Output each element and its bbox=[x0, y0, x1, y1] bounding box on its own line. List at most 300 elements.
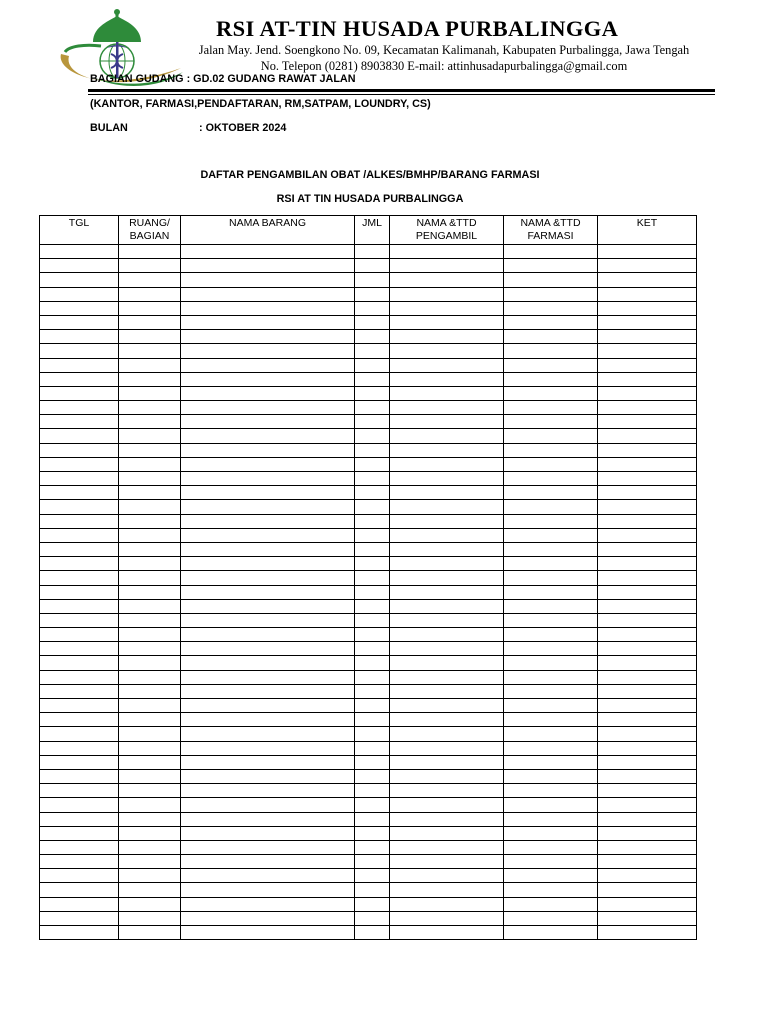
hospital-address: Jalan May. Jend. Soengkono No. 09, Kecamatan Kalimanah, Kabupaten Purbalingga, Jawa Tengah bbox=[198, 43, 690, 57]
table-cell bbox=[598, 472, 697, 486]
table-cell bbox=[504, 514, 598, 528]
table-cell bbox=[390, 784, 504, 798]
table-cell bbox=[40, 911, 119, 925]
table-cell bbox=[40, 926, 119, 940]
table-cell bbox=[390, 415, 504, 429]
table-cell bbox=[355, 670, 390, 684]
table-row bbox=[40, 571, 697, 585]
table-cell bbox=[181, 812, 355, 826]
table-cell bbox=[181, 315, 355, 329]
table-cell bbox=[355, 401, 390, 415]
table-cell bbox=[504, 684, 598, 698]
table-cell bbox=[504, 784, 598, 798]
table-cell bbox=[119, 628, 181, 642]
table-cell bbox=[119, 472, 181, 486]
table-cell bbox=[181, 301, 355, 315]
table-cell bbox=[504, 500, 598, 514]
table-row bbox=[40, 840, 697, 854]
table-cell bbox=[119, 840, 181, 854]
table-cell bbox=[598, 855, 697, 869]
table-cell bbox=[355, 599, 390, 613]
table-cell bbox=[598, 869, 697, 883]
table-row bbox=[40, 514, 697, 528]
table-cell bbox=[355, 486, 390, 500]
table-cell bbox=[181, 769, 355, 783]
table-cell bbox=[119, 812, 181, 826]
table-cell bbox=[40, 642, 119, 656]
table-cell bbox=[119, 287, 181, 301]
table-cell bbox=[504, 429, 598, 443]
table-cell bbox=[40, 699, 119, 713]
letterhead-rule-thick bbox=[88, 89, 715, 92]
table-cell bbox=[355, 557, 390, 571]
table-cell bbox=[504, 486, 598, 500]
table-cell bbox=[390, 883, 504, 897]
table-cell bbox=[504, 287, 598, 301]
table-cell bbox=[504, 259, 598, 273]
table-cell bbox=[355, 769, 390, 783]
table-cell bbox=[504, 741, 598, 755]
table-cell bbox=[119, 741, 181, 755]
table-cell bbox=[119, 769, 181, 783]
table-cell bbox=[40, 386, 119, 400]
table-cell bbox=[119, 429, 181, 443]
table-cell bbox=[504, 855, 598, 869]
hospital-contact: No. Telepon (0281) 8903830 E-mail: attinhusadapurbalingga@gmail.com bbox=[260, 59, 628, 73]
table-cell bbox=[390, 315, 504, 329]
table-row bbox=[40, 457, 697, 471]
table-cell bbox=[390, 401, 504, 415]
table-row bbox=[40, 443, 697, 457]
table-cell bbox=[598, 699, 697, 713]
table-cell bbox=[504, 344, 598, 358]
table-cell bbox=[598, 401, 697, 415]
table-cell bbox=[504, 599, 598, 613]
table-cell bbox=[40, 798, 119, 812]
table-cell bbox=[119, 372, 181, 386]
table-cell bbox=[598, 798, 697, 812]
table-cell bbox=[390, 741, 504, 755]
table-cell bbox=[181, 670, 355, 684]
table-cell bbox=[598, 642, 697, 656]
table-cell bbox=[40, 401, 119, 415]
table-cell bbox=[598, 897, 697, 911]
table-cell bbox=[598, 613, 697, 627]
table-cell bbox=[390, 926, 504, 940]
month-value: : OKTOBER 2024 bbox=[199, 122, 287, 134]
table-cell bbox=[40, 358, 119, 372]
table-cell bbox=[119, 514, 181, 528]
table-cell bbox=[598, 670, 697, 684]
table-cell bbox=[40, 599, 119, 613]
table-cell bbox=[504, 457, 598, 471]
table-cell bbox=[40, 628, 119, 642]
table-row bbox=[40, 727, 697, 741]
table-row bbox=[40, 812, 697, 826]
table-row bbox=[40, 613, 697, 627]
table-row bbox=[40, 472, 697, 486]
table-cell bbox=[181, 273, 355, 287]
document-title: DAFTAR PENGAMBILAN OBAT /ALKES/BMHP/BARANG FARMASI bbox=[200, 169, 540, 181]
table-cell bbox=[598, 372, 697, 386]
table-cell bbox=[390, 769, 504, 783]
table-cell bbox=[390, 656, 504, 670]
table-cell bbox=[355, 869, 390, 883]
table-cell bbox=[119, 344, 181, 358]
table-cell bbox=[390, 486, 504, 500]
table-cell bbox=[40, 301, 119, 315]
table-cell bbox=[598, 245, 697, 259]
hospital-name: RSI AT-TIN HUSADA PURBALINGGA bbox=[216, 16, 619, 41]
table-cell bbox=[504, 585, 598, 599]
table-cell bbox=[355, 500, 390, 514]
table-cell bbox=[355, 713, 390, 727]
table-cell bbox=[119, 528, 181, 542]
table-row bbox=[40, 500, 697, 514]
table-cell bbox=[390, 727, 504, 741]
table-cell bbox=[598, 684, 697, 698]
table-cell bbox=[355, 826, 390, 840]
table-cell bbox=[119, 315, 181, 329]
table-cell bbox=[355, 784, 390, 798]
table-cell bbox=[355, 741, 390, 755]
table-row bbox=[40, 259, 697, 273]
table-cell bbox=[355, 812, 390, 826]
table-cell bbox=[355, 514, 390, 528]
table-row bbox=[40, 401, 697, 415]
table-cell bbox=[598, 415, 697, 429]
table-cell bbox=[390, 840, 504, 854]
table-cell bbox=[390, 755, 504, 769]
month-label: BULAN bbox=[90, 122, 128, 134]
table-cell bbox=[181, 245, 355, 259]
table-cell bbox=[598, 557, 697, 571]
table-cell bbox=[40, 883, 119, 897]
table-cell bbox=[181, 386, 355, 400]
table-row bbox=[40, 784, 697, 798]
table-cell bbox=[119, 613, 181, 627]
table-cell bbox=[119, 897, 181, 911]
table-cell bbox=[119, 869, 181, 883]
table-row bbox=[40, 869, 697, 883]
table-cell bbox=[598, 443, 697, 457]
table-cell bbox=[119, 670, 181, 684]
table-cell bbox=[355, 344, 390, 358]
table-cell bbox=[355, 287, 390, 301]
table-cell bbox=[181, 571, 355, 585]
table-cell bbox=[504, 443, 598, 457]
table-cell bbox=[598, 344, 697, 358]
table-cell bbox=[181, 628, 355, 642]
table-cell bbox=[390, 812, 504, 826]
table-cell bbox=[598, 500, 697, 514]
table-cell bbox=[40, 415, 119, 429]
table-row bbox=[40, 542, 697, 556]
table-cell bbox=[40, 557, 119, 571]
table-cell bbox=[598, 840, 697, 854]
table-row bbox=[40, 628, 697, 642]
table-cell bbox=[181, 344, 355, 358]
table-cell bbox=[598, 287, 697, 301]
table-cell bbox=[181, 585, 355, 599]
table-row bbox=[40, 699, 697, 713]
table-row bbox=[40, 344, 697, 358]
table-cell bbox=[119, 542, 181, 556]
table-cell bbox=[355, 457, 390, 471]
table-cell bbox=[181, 415, 355, 429]
table-cell bbox=[40, 457, 119, 471]
table-cell bbox=[504, 883, 598, 897]
table-cell bbox=[181, 287, 355, 301]
table-cell bbox=[504, 330, 598, 344]
table-cell bbox=[355, 926, 390, 940]
withdrawal-log-table bbox=[39, 215, 697, 940]
table-cell bbox=[504, 713, 598, 727]
table-cell bbox=[355, 684, 390, 698]
table-cell bbox=[598, 514, 697, 528]
table-cell bbox=[390, 670, 504, 684]
table-cell bbox=[119, 926, 181, 940]
table-cell bbox=[119, 443, 181, 457]
table-cell bbox=[598, 486, 697, 500]
table-cell bbox=[390, 897, 504, 911]
table-cell bbox=[181, 699, 355, 713]
table-cell bbox=[598, 911, 697, 925]
table-cell bbox=[40, 855, 119, 869]
table-cell bbox=[504, 542, 598, 556]
table-cell bbox=[504, 571, 598, 585]
table-cell bbox=[504, 798, 598, 812]
table-cell bbox=[390, 245, 504, 259]
table-cell bbox=[390, 259, 504, 273]
table-cell bbox=[598, 812, 697, 826]
table-cell bbox=[40, 429, 119, 443]
table-cell bbox=[40, 273, 119, 287]
table-row bbox=[40, 684, 697, 698]
table-cell bbox=[40, 330, 119, 344]
table-cell bbox=[390, 628, 504, 642]
table-row bbox=[40, 486, 697, 500]
table-cell bbox=[119, 571, 181, 585]
table-cell bbox=[119, 727, 181, 741]
table-row bbox=[40, 599, 697, 613]
table-cell bbox=[504, 315, 598, 329]
table-cell bbox=[390, 713, 504, 727]
table-cell bbox=[355, 840, 390, 854]
table-cell bbox=[40, 514, 119, 528]
table-cell bbox=[355, 528, 390, 542]
table-cell bbox=[181, 613, 355, 627]
column-header-pengambil: NAMA &TTD PENGAMBIL bbox=[390, 216, 504, 245]
table-cell bbox=[598, 457, 697, 471]
table-cell bbox=[40, 613, 119, 627]
table-row bbox=[40, 741, 697, 755]
table-cell bbox=[504, 769, 598, 783]
table-cell bbox=[355, 628, 390, 642]
table-cell bbox=[390, 869, 504, 883]
table-cell bbox=[119, 386, 181, 400]
table-cell bbox=[598, 727, 697, 741]
table-cell bbox=[390, 287, 504, 301]
table-cell bbox=[355, 245, 390, 259]
table-cell bbox=[355, 911, 390, 925]
table-cell bbox=[181, 684, 355, 698]
table-cell bbox=[598, 883, 697, 897]
table-cell bbox=[355, 415, 390, 429]
table-cell bbox=[119, 415, 181, 429]
table-cell bbox=[504, 897, 598, 911]
table-cell bbox=[181, 869, 355, 883]
table-cell bbox=[598, 358, 697, 372]
table-cell bbox=[40, 869, 119, 883]
table-cell bbox=[181, 443, 355, 457]
table-cell bbox=[181, 457, 355, 471]
table-row bbox=[40, 855, 697, 869]
table-row bbox=[40, 287, 697, 301]
table-row bbox=[40, 245, 697, 259]
table-cell bbox=[390, 571, 504, 585]
table-row bbox=[40, 926, 697, 940]
table-cell bbox=[119, 699, 181, 713]
table-cell bbox=[119, 599, 181, 613]
table-cell bbox=[598, 755, 697, 769]
table-cell bbox=[504, 557, 598, 571]
table-cell bbox=[119, 585, 181, 599]
table-cell bbox=[355, 585, 390, 599]
table-cell bbox=[598, 301, 697, 315]
table-cell bbox=[40, 486, 119, 500]
table-cell bbox=[598, 571, 697, 585]
table-cell bbox=[119, 259, 181, 273]
table-cell bbox=[119, 500, 181, 514]
warehouse-units: (KANTOR, FARMASI,PENDAFTARAN, RM,SATPAM, LOUNDRY, CS) bbox=[90, 98, 431, 110]
table-cell bbox=[390, 429, 504, 443]
table-cell bbox=[390, 699, 504, 713]
table-cell bbox=[40, 542, 119, 556]
table-cell bbox=[504, 386, 598, 400]
table-cell bbox=[40, 472, 119, 486]
table-row bbox=[40, 798, 697, 812]
table-cell bbox=[390, 557, 504, 571]
table-cell bbox=[119, 883, 181, 897]
table-cell bbox=[40, 344, 119, 358]
table-cell bbox=[390, 443, 504, 457]
table-cell bbox=[390, 528, 504, 542]
table-cell bbox=[40, 727, 119, 741]
table-cell bbox=[598, 585, 697, 599]
table-cell bbox=[119, 358, 181, 372]
table-cell bbox=[390, 457, 504, 471]
table-cell bbox=[40, 656, 119, 670]
table-row bbox=[40, 656, 697, 670]
table-cell bbox=[119, 273, 181, 287]
column-header-ruang-bagian: RUANG/ BAGIAN bbox=[119, 216, 181, 245]
table-cell bbox=[40, 245, 119, 259]
table-cell bbox=[598, 656, 697, 670]
table-cell bbox=[40, 684, 119, 698]
table-row bbox=[40, 769, 697, 783]
table-cell bbox=[119, 486, 181, 500]
table-cell bbox=[355, 755, 390, 769]
table-cell bbox=[181, 401, 355, 415]
table-cell bbox=[119, 557, 181, 571]
table-cell bbox=[390, 301, 504, 315]
table-row bbox=[40, 557, 697, 571]
table-cell bbox=[40, 755, 119, 769]
table-cell bbox=[390, 542, 504, 556]
table-cell bbox=[181, 599, 355, 613]
table-cell bbox=[181, 911, 355, 925]
table-cell bbox=[355, 883, 390, 897]
table-cell bbox=[504, 415, 598, 429]
table-cell bbox=[181, 542, 355, 556]
table-row bbox=[40, 642, 697, 656]
table-cell bbox=[504, 826, 598, 840]
table-row bbox=[40, 528, 697, 542]
table-cell bbox=[40, 528, 119, 542]
table-cell bbox=[504, 528, 598, 542]
table-cell bbox=[504, 301, 598, 315]
table-cell bbox=[355, 642, 390, 656]
table-cell bbox=[598, 713, 697, 727]
table-cell bbox=[181, 372, 355, 386]
table-cell bbox=[40, 741, 119, 755]
table-cell bbox=[390, 514, 504, 528]
table-cell bbox=[181, 784, 355, 798]
table-cell bbox=[355, 699, 390, 713]
table-cell bbox=[119, 301, 181, 315]
table-cell bbox=[598, 259, 697, 273]
table-cell bbox=[390, 372, 504, 386]
table-cell bbox=[40, 287, 119, 301]
table-cell bbox=[355, 542, 390, 556]
table-cell bbox=[40, 571, 119, 585]
column-header-jml: JML bbox=[355, 216, 390, 245]
table-cell bbox=[181, 855, 355, 869]
table-cell bbox=[355, 358, 390, 372]
table-cell bbox=[40, 826, 119, 840]
table-cell bbox=[598, 528, 697, 542]
table-cell bbox=[181, 500, 355, 514]
table-cell bbox=[181, 883, 355, 897]
table-cell bbox=[355, 443, 390, 457]
document-subtitle: RSI AT TIN HUSADA PURBALINGGA bbox=[276, 193, 464, 205]
table-row bbox=[40, 273, 697, 287]
table-header-row bbox=[40, 216, 697, 245]
table-cell bbox=[355, 429, 390, 443]
table-cell bbox=[504, 628, 598, 642]
table-cell bbox=[598, 386, 697, 400]
table-cell bbox=[355, 315, 390, 329]
table-cell bbox=[598, 330, 697, 344]
table-cell bbox=[355, 330, 390, 344]
table-cell bbox=[119, 826, 181, 840]
table-cell bbox=[181, 642, 355, 656]
column-header-nama-barang: NAMA BARANG bbox=[181, 216, 355, 245]
table-cell bbox=[40, 585, 119, 599]
table-cell bbox=[390, 826, 504, 840]
table-cell bbox=[390, 684, 504, 698]
table-row bbox=[40, 386, 697, 400]
table-cell bbox=[181, 798, 355, 812]
table-cell bbox=[504, 642, 598, 656]
table-cell bbox=[504, 401, 598, 415]
warehouse-section: BAGIAN GUDANG : GD.02 GUDANG RAWAT JALAN bbox=[90, 73, 356, 85]
table-cell bbox=[181, 472, 355, 486]
table-cell bbox=[119, 784, 181, 798]
table-cell bbox=[598, 542, 697, 556]
table-cell bbox=[390, 911, 504, 925]
